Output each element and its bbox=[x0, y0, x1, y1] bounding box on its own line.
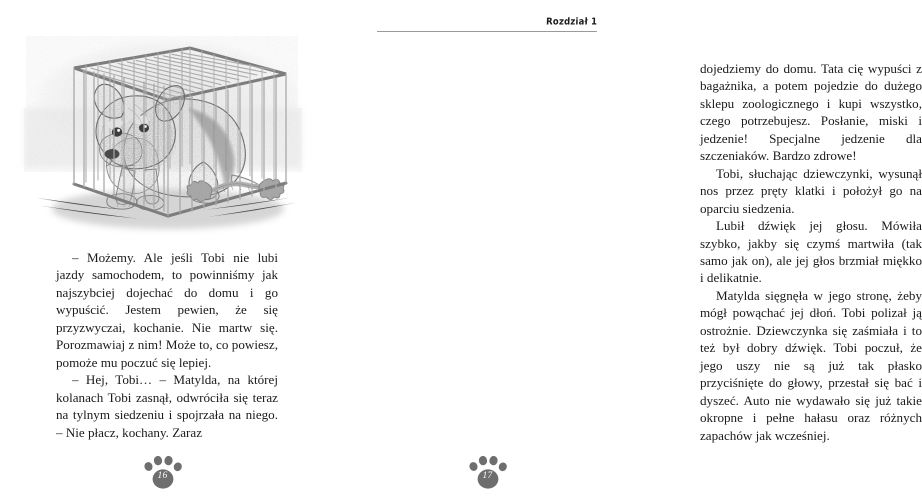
running-head: Rozdział 1 bbox=[545, 16, 598, 28]
running-head-block bbox=[377, 18, 597, 44]
paragraph: – Możemy. Ale jeśli Tobi nie lubi jazdy samochodem, to powinniśmy jak najszybciej dojechać do domu i go wypuścić. Jestem pewien, że się przyzwyczai, kochanie. Nie martw się. Porozmawiaj z nim! Może to, co powiesz, pomoże mu poczuć się lepiej. bbox=[56, 250, 278, 370]
page-number: 16 bbox=[157, 471, 168, 481]
folio-right bbox=[325, 447, 650, 491]
left-page bbox=[0, 0, 325, 503]
running-head-rule bbox=[377, 31, 597, 32]
page-number: 17 bbox=[482, 471, 493, 481]
folio-left bbox=[0, 447, 325, 491]
paragraph: Lubił dźwięk jej głosu. Mówiła szybko, jakby się czymś martwiła (tak samo jak on), ale jej głos brzmiał miękko i delikatnie. bbox=[700, 218, 922, 286]
paragraph: Matylda sięgnęła w jego stronę, żeby mógł powąchać jej dłoń. Tobi polizał ją ostrożnie. Dziewczynka się zaśmiała i to też był dobry dźwięk. Tobi poczuł, że jego uszy nie są już tak płasko przyciśnięte do głowy, przestał się bać i dyszeć. Auto nie wydawało się już takie okropne i pełne hałasu oraz różnych zapachów jak wcześniej. bbox=[700, 287, 922, 443]
left-column-text bbox=[56, 249, 278, 441]
paragraph: Tobi, słuchając dziewczynki, wysunął nos przez pręty klatki i położył go na oparciu siedzenia. bbox=[700, 165, 922, 216]
paragraph: dojedziemy do domu. Tata cię wypuści z bagażnika, a potem pojedzie do dużego sklepu zoologicznego i kupi wszystko, czego potrzebujesz. Posłanie, miski i jedzenie! Specjalne jedzenie dla szczeniaków. Bardzo zdrowe! bbox=[700, 61, 922, 164]
paw-print-icon bbox=[465, 455, 511, 491]
paw-print-icon bbox=[140, 455, 186, 491]
paragraph: – Hej, Tobi… – Matylda, na której kolanach Tobi zasnął, odwróciła się teraz na tylnym siedzeniu i spojrzała na niego. – Nie płacz, kochany. Zaraz bbox=[56, 372, 278, 440]
right-column-text bbox=[700, 60, 922, 444]
right-page bbox=[325, 0, 922, 503]
puppy-in-cage-illustration bbox=[18, 12, 308, 237]
